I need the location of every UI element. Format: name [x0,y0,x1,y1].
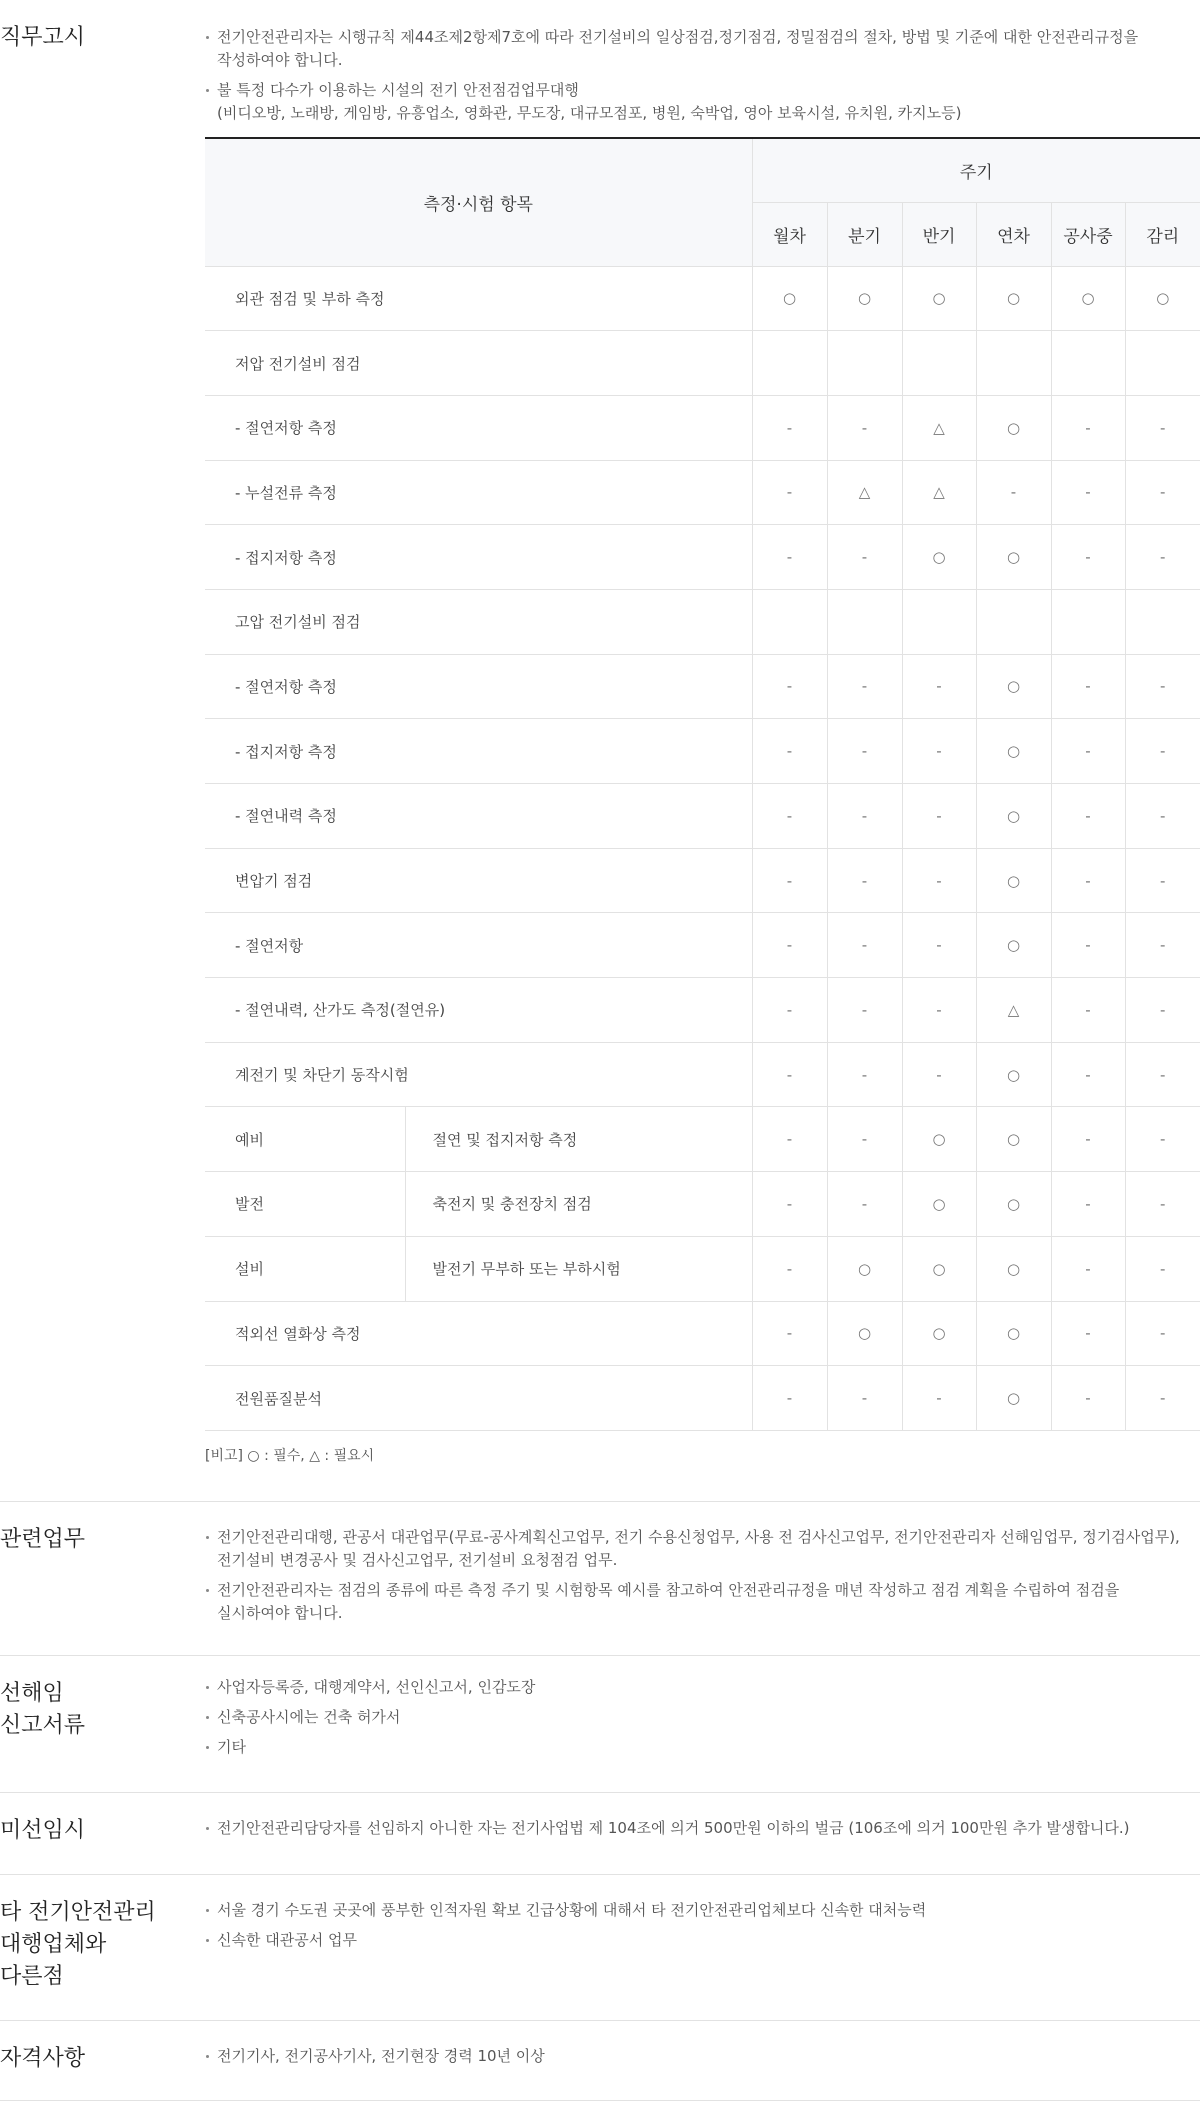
cycle-mark: ○ [976,654,1051,719]
bullet-line: 전기기사, 전기공사기사, 전기현장 경력 10년 이상 [217,2047,545,2065]
cycle-mark: - [1051,1042,1125,1107]
cycle-mark: - [752,1107,827,1172]
cycle-mark: ○ [976,913,1051,978]
cycle-mark [827,589,902,654]
cycle-mark [1125,589,1200,654]
row-item-label: 외관 점검 및 부하 측정 [205,266,752,331]
bullet-line: 신속한 대관공서 업무 [217,1931,357,1949]
cycle-mark: - [1125,1236,1200,1301]
row-item-label: - 누설전류 측정 [205,460,752,525]
row-item-label: - 절연내력 측정 [205,784,752,849]
related-bullets [205,1526,1200,1625]
cycle-mark: ○ [1125,266,1200,331]
section-title-qual: 자격사항 [0,2046,86,2071]
row-group-label: 예비 [205,1107,405,1172]
cycle-header-cell: 분기 [827,202,902,266]
cycle-mark: - [752,1366,827,1431]
section-title-duty: 직무고시 [0,25,86,50]
cycle-mark: ○ [976,1301,1051,1366]
cycle-mark: - [1125,784,1200,849]
table-row [205,395,1200,460]
cycle-mark: - [902,848,976,913]
cycle-mark: - [1051,1172,1125,1237]
cycle-mark [976,331,1051,396]
cycle-mark: ○ [976,1107,1051,1172]
cycle-mark: - [827,913,902,978]
cycle-mark [1051,589,1125,654]
cycle-mark: ○ [976,1172,1051,1237]
cycle-mark: ○ [976,848,1051,913]
bullet-item [205,26,1200,72]
section-title-related: 관련업무 [0,1527,86,1552]
cycle-mark: - [827,978,902,1043]
table-row [205,1107,1200,1172]
cycle-header-cell: 감리 [1125,202,1200,266]
table-row [205,654,1200,719]
cycle-mark: ○ [976,719,1051,784]
bullet-line: 전기안전관리자는 점검의 종류에 따른 측정 주기 및 시험항목 예시를 참고하여 안전관리규정을 매년 작성하고 점검 계획을 수립하여 점검을 [217,1581,1120,1599]
cycle-mark [827,331,902,396]
bullet-line: 전기안전관리대행, 관공서 대관업무(무료-공사계획신고업무, 전기 수용신청업무, 사용 전 검사신고업무, 전기안전관리자 선해임업무, 정기검사업무), [217,1528,1180,1546]
cycle-mark: ○ [827,1301,902,1366]
table-row [205,331,1200,396]
section-penalty [0,1793,1200,1875]
table-row [205,1172,1200,1237]
cycle-mark: - [902,719,976,784]
bullet-item [205,1736,1200,1759]
cycle-mark: - [752,460,827,525]
cycle-mark: ○ [976,266,1051,331]
cycle-mark: - [1051,848,1125,913]
row-item-label: 고압 전기설비 점검 [205,589,752,654]
row-item-label: 변압기 점검 [205,848,752,913]
cycle-mark: - [1051,719,1125,784]
cycle-mark: ○ [976,1366,1051,1431]
cycle-mark: - [752,654,827,719]
row-item-label: 계전기 및 차단기 동작시험 [205,1042,752,1107]
cycle-mark: - [902,654,976,719]
bullet-item [205,79,1200,125]
cycle-mark [902,589,976,654]
bullet-item [205,2045,1200,2068]
cycle-mark: ○ [976,395,1051,460]
cycle-mark: - [1051,525,1125,590]
cycle-mark: - [1125,978,1200,1043]
cycle-mark: - [827,654,902,719]
cycle-mark: ○ [976,525,1051,590]
cycle-mark: - [827,1107,902,1172]
cycle-mark: ○ [902,1301,976,1366]
cycle-mark: ○ [902,266,976,331]
table-row [205,913,1200,978]
bullet-item [205,1676,1200,1699]
cycle-mark: - [752,1042,827,1107]
cycle-mark: - [902,978,976,1043]
table-row [205,460,1200,525]
row-item-label: 축전지 및 충전장치 점검 [405,1172,752,1237]
cycle-mark: - [1125,525,1200,590]
cycle-table [205,137,1200,1431]
row-item-label: - 절연저항 측정 [205,395,752,460]
row-group-label: 발전 [205,1172,405,1237]
row-group-label: 설비 [205,1236,405,1301]
cycle-mark: - [752,1236,827,1301]
cycle-mark: - [1051,913,1125,978]
cycle-mark: - [902,913,976,978]
section-related [0,1502,1200,1656]
row-item-label: 발전기 무부하 또는 부하시험 [405,1236,752,1301]
cycle-mark: - [1051,1236,1125,1301]
table-row [205,978,1200,1043]
table-body [205,266,1200,1430]
cycle-mark: - [752,719,827,784]
cycle-header-cell: 월차 [752,202,827,266]
cycle-mark: ○ [827,1236,902,1301]
cycle-header-cell: 반기 [902,202,976,266]
bullet-item [205,1706,1200,1729]
cycle-mark: ○ [827,266,902,331]
cycle-mark: - [827,1366,902,1431]
table-note: [비고] ○ : 필수, △ : 필요시 [205,1447,375,1464]
cycle-mark: - [752,395,827,460]
docs-bullets [205,1676,1200,1759]
cycle-mark: - [1125,1366,1200,1431]
row-item-label: - 접지저항 측정 [205,525,752,590]
table-row [205,719,1200,784]
section-title-penalty: 미선임시 [0,1818,86,1843]
cycle-mark: - [902,784,976,849]
row-item-label: - 절연내력, 산가도 측정(절연유) [205,978,752,1043]
cycle-mark: - [752,1172,827,1237]
section-qual [0,2021,1200,2101]
bullet-line: 실시하여야 합니다. [217,1604,343,1622]
bullet-line: 전기안전관리자는 시행규칙 제44조제2항제7호에 따라 전기설비의 일상점검,정기점검, 정밀점검의 절차, 방법 및 기준에 대한 안전관리규정을 [217,28,1139,46]
row-item-label: 저압 전기설비 점검 [205,331,752,396]
cycle-mark: - [1125,719,1200,784]
bullet-item [205,1526,1200,1572]
cycle-header-cell: 공사중 [1051,202,1125,266]
cycle-mark [976,589,1051,654]
cycle-mark: - [1125,654,1200,719]
cycle-mark [902,331,976,396]
cycle-mark: - [827,719,902,784]
section-diff [0,1875,1200,2021]
cycle-mark: - [827,848,902,913]
table-row [205,1366,1200,1431]
cycle-mark: - [1125,1107,1200,1172]
cycle-mark: - [827,1172,902,1237]
table-row [205,848,1200,913]
bullet-item [205,1579,1200,1625]
table-row [205,784,1200,849]
cycle-mark: - [1051,1366,1125,1431]
cycle-mark: - [1125,395,1200,460]
cycle-mark [752,331,827,396]
cycle-mark: - [827,784,902,849]
cycle-mark: - [1051,460,1125,525]
bullet-line: 기타 [217,1738,246,1756]
bullet-line: 사업자등록증, 대행계약서, 선인신고서, 인감도장 [217,1678,536,1696]
bullet-line: 전기설비 변경공사 및 검사신고업무, 전기설비 요청점검 업무. [217,1551,618,1569]
cycle-mark: ○ [902,1172,976,1237]
cycle-mark: - [752,848,827,913]
penalty-bullets [205,1817,1200,1840]
cycle-mark: △ [827,460,902,525]
cycle-mark: - [752,525,827,590]
cycle-mark: - [827,1042,902,1107]
section-title-docs: 선해임 신고서류 [0,1681,86,1738]
cycle-mark: - [1125,1301,1200,1366]
bullet-line: (비디오방, 노래방, 게임방, 유흥업소, 영화관, 무도장, 대규모점포, 병원, 숙박업, 영아 보육시설, 유치원, 카지노등) [217,104,962,122]
cycle-mark: ○ [902,1236,976,1301]
cycle-mark: - [1051,654,1125,719]
diff-bullets [205,1899,1200,1952]
bullet-item [205,1929,1200,1952]
bullet-item [205,1817,1200,1840]
cycle-mark: ○ [902,1107,976,1172]
cycle-mark: ○ [752,266,827,331]
cycle-mark: ○ [1051,266,1125,331]
section-docs [0,1656,1200,1793]
cycle-mark: - [1125,848,1200,913]
cycle-mark: - [1051,1107,1125,1172]
cycle-mark: - [1051,784,1125,849]
table-header-cycle: 주기 [752,138,1200,202]
table-row [205,1042,1200,1107]
cycle-mark: - [902,1042,976,1107]
cycle-mark: - [1125,1042,1200,1107]
cycle-mark: - [1125,460,1200,525]
cycle-mark: - [752,913,827,978]
cycle-mark: - [752,784,827,849]
table-row [205,589,1200,654]
duty-bullets [205,26,1200,125]
table-header-item: 측정·시험 항목 [205,138,752,266]
table-row [205,1236,1200,1301]
cycle-mark: - [827,525,902,590]
cycle-mark [1051,331,1125,396]
bullet-line: 작성하여야 합니다. [217,51,343,69]
cycle-mark: △ [902,395,976,460]
cycle-mark: - [1051,395,1125,460]
cycle-mark [1125,331,1200,396]
row-item-label: - 절연저항 측정 [205,654,752,719]
cycle-mark: - [827,395,902,460]
table-row [205,1301,1200,1366]
cycle-mark: - [752,978,827,1043]
section-title-diff: 타 전기안전관리 대행업체와 다른점 [0,1900,156,1989]
bullet-item [205,1899,1200,1922]
bullet-line: 신축공사시에는 건축 허가서 [217,1708,401,1726]
section-body-duty [205,0,1200,1501]
bullet-line: 서울 경기 수도권 곳곳에 풍부한 인적자원 확보 긴급상황에 대해서 타 전기안전관리업체보다 신속한 대처능력 [217,1901,927,1919]
cycle-mark: - [1125,913,1200,978]
cycle-mark: ○ [902,525,976,590]
cycle-header-cell: 연차 [976,202,1051,266]
row-item-label: 절연 및 접지저항 측정 [405,1107,752,1172]
row-item-label: - 접지저항 측정 [205,719,752,784]
cycle-mark: - [1051,1301,1125,1366]
cycle-mark: - [1125,1172,1200,1237]
row-item-label: - 절연저항 [205,913,752,978]
cycle-mark [752,589,827,654]
cycle-mark: - [902,1366,976,1431]
qual-bullets [205,2045,1200,2068]
cycle-mark: - [752,1301,827,1366]
cycle-mark: △ [902,460,976,525]
table-row [205,525,1200,590]
cycle-mark: ○ [976,1236,1051,1301]
cycle-mark: △ [976,978,1051,1043]
bullet-line: 전기안전관리담당자를 선임하지 아니한 자는 전기사업법 제 104조에 의거 500만원 이하의 벌금 (106조에 의거 100만원 추가 발생합니다.) [217,1819,1130,1837]
row-item-label: 전원품질분석 [205,1366,752,1431]
cycle-mark: - [1051,978,1125,1043]
cycle-mark: - [976,460,1051,525]
cycle-mark: ○ [976,784,1051,849]
row-item-label: 적외선 열화상 측정 [205,1301,752,1366]
cycle-mark: ○ [976,1042,1051,1107]
bullet-line: 불 특정 다수가 이용하는 시설의 전기 안전점검업무대행 [217,81,579,99]
table-row [205,266,1200,331]
